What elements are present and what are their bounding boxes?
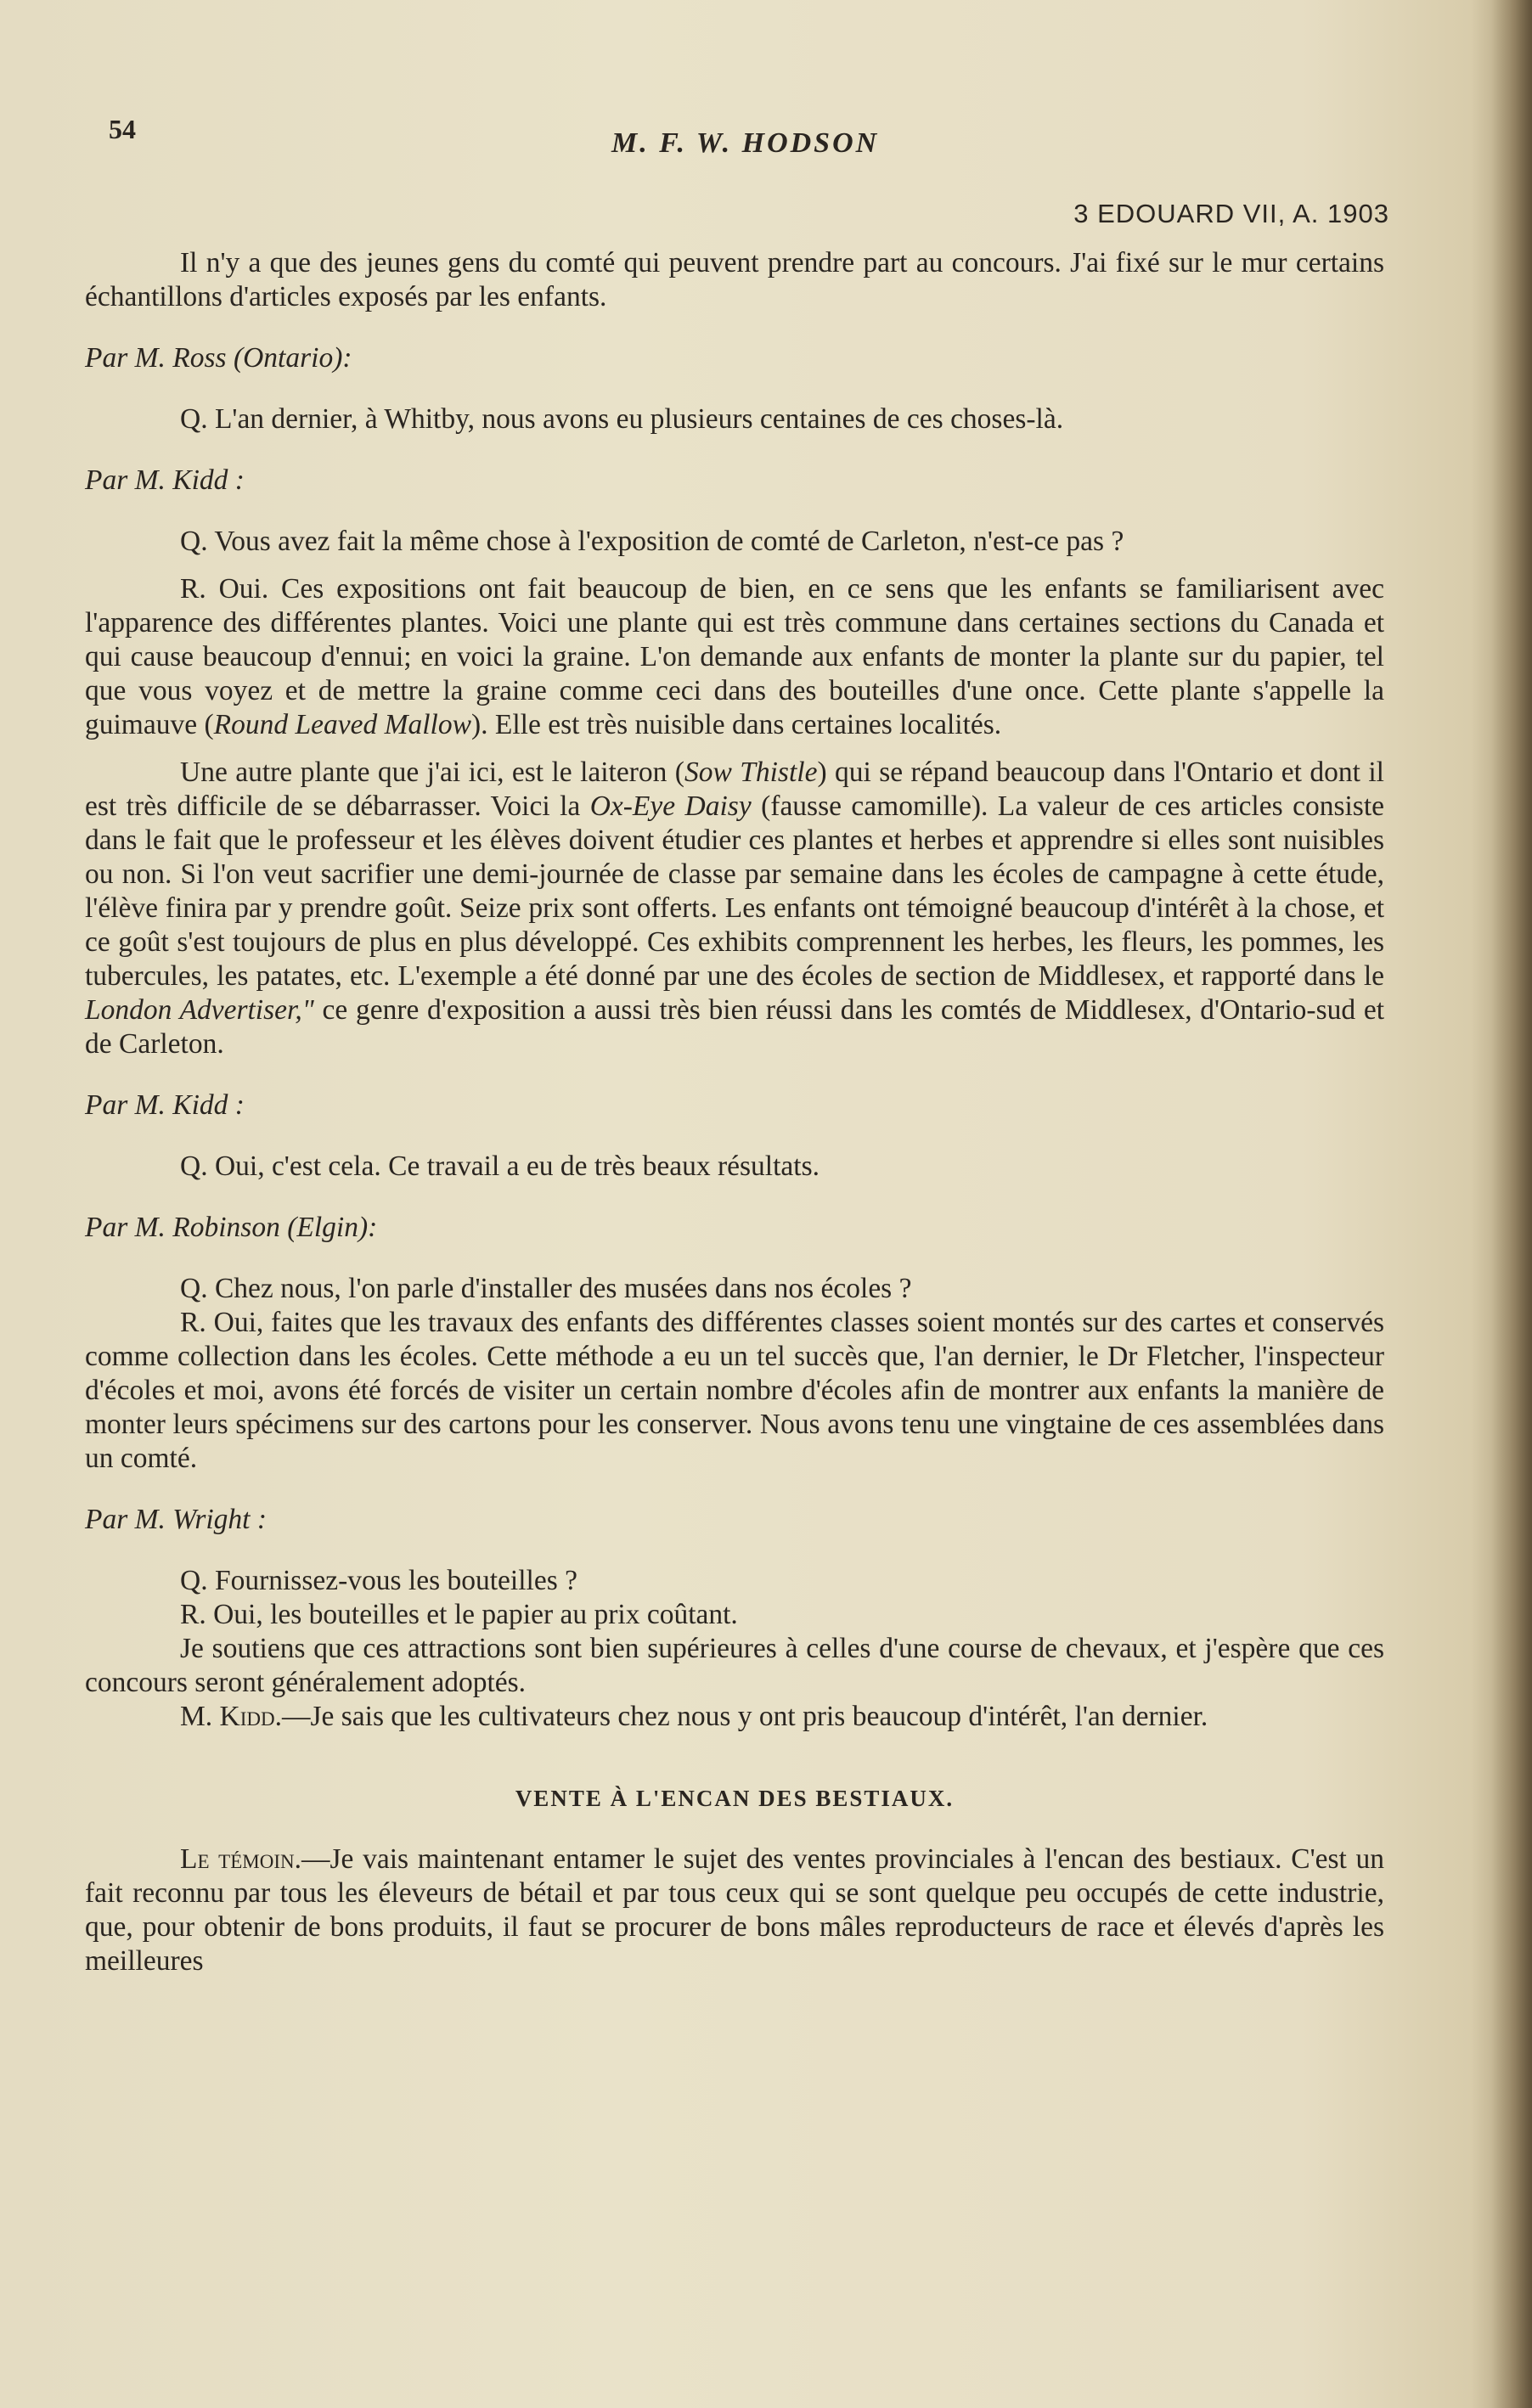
speaker-label: Par M. Ross (Ontario): [85, 342, 352, 374]
paragraph: Une autre plante que j'ai ici, est le laiteron (Sow Thistle) qui se répand beaucoup dans l'Ontario et dont il est très difficile de se débarrasser. Voici la Ox-Eye Daisy (fausse camomille). La valeur de ces articles consiste dans le fait que le professeur et les élèves doivent étudier ces plantes et herbes et apprendre si elles sont nuisibles ou non. Si l'on veut sacrifier une demi-journée de classe par semaine dans les écoles de campagne à cette étude, l'élève finira par y prendre goût. Seize prix sont offerts. Les enfants ont témoigné beaucoup d'intérêt à la chose, et ce goût s'est toujours de plus en plus développé. Ces exhibits comprennent les herbes, les fleurs, les pommes, les tubercules, les patates, etc. L'exemple a été donné par une des écoles de section de Middlesex, et rapporté dans le London Advertiser," ce genre d'exposition a aussi très bien réussi dans les comtés de Middlesex, d'Ontario-sud et de Carleton. [85, 757, 1385, 1060]
speaker-label: Par M. Kidd : [85, 464, 245, 496]
paragraph: Je soutiens que ces attractions sont bien supérieures à celles d'une course de chevaux, et j'espère que ces concours seront généralement adoptés. [85, 1633, 1384, 1698]
answer: R. Oui. Ces expositions ont fait beaucoup de bien, en ce sens que les enfants se familiarisent avec l'apparence des différentes plantes. Voici une plante qui est très commune dans certaines sections du Canada et qui cause beaucoup d'ennui; en voici la graine. L'on demande aux enfants de monter la plante sur du papier, tel que vous voyez et de mettre la graine comme ceci dans des bouteilles d'une once. Cette plante s'appelle la guimauve (Round Leaved Mallow). Elle est très nuisible dans certaines localités. [85, 573, 1384, 740]
speaker-label: Par M. Wright : [85, 1504, 268, 1535]
question: Q. Fournissez-vous les bouteilles ? [180, 1565, 578, 1596]
question: Q. Oui, c'est cela. Ce travail a eu de très beaux résultats. [180, 1151, 820, 1182]
speaker-name: M. Kidd. [180, 1701, 282, 1732]
speaker-name: Le témoin. [180, 1843, 301, 1875]
question: Q. Vous avez fait la même chose à l'exposition de comté de Carleton, n'est-ce pas ? [180, 526, 1124, 557]
question: Q. Chez nous, l'on parle d'installer des musées dans nos écoles ? [180, 1273, 912, 1304]
page-edge-shadow [1491, 0, 1532, 2408]
question: Q. L'an dernier, à Whitby, nous avons eu plusieurs centaines de ces choses-là. [180, 403, 1064, 435]
paragraph: M. Kidd.—Je sais que les cultivateurs chez nous y ont pris beaucoup d'intérêt, l'an dernier. [180, 1701, 1208, 1732]
answer: R. Oui, les bouteilles et le papier au prix coûtant. [180, 1599, 738, 1630]
running-title: M. F. W. HODSON [611, 127, 880, 159]
document-body [85, 246, 1384, 1978]
session-label: 3 EDOUARD VII, A. 1903 [1073, 199, 1389, 228]
speaker-label: Par M. Robinson (Elgin): [85, 1212, 378, 1243]
paragraph: Il n'y a que des jeunes gens du comté qui peuvent prendre part au concours. J'ai fixé sur le mur certains échantillons d'articles exposés par les enfants. [85, 247, 1384, 312]
speaker-label: Par M. Kidd : [85, 1089, 245, 1121]
section-heading: VENTE À L'ENCAN DES BESTIAUX. [515, 1786, 955, 1811]
page-number: 54 [109, 114, 136, 144]
paragraph: Le témoin.—Je vais maintenant entamer le sujet des ventes provinciales à l'encan des bestiaux. C'est un fait reconnu par tous les éleveurs de bétail et par tous ceux qui se sont quelque peu occupés de cette industrie, que, pour obtenir de bons produits, il faut se procurer de bons mâles reproducteurs de race et élevés d'après les meilleures [85, 1843, 1384, 1977]
answer: R. Oui, faites que les travaux des enfants des différentes classes soient montés sur des cartes et conservés comme collection dans les écoles. Cette méthode a eu un tel succès que, l'an dernier, le Dr Fletcher, l'inspecteur d'écoles et moi, avons été forcés de visiter un certain nombre d'écoles afin de montrer aux enfants la manière de monter leurs spécimens sur des cartons pour les conserver. Nous avons tenu une vingtaine de ces assemblées dans un comté. [85, 1307, 1384, 1474]
